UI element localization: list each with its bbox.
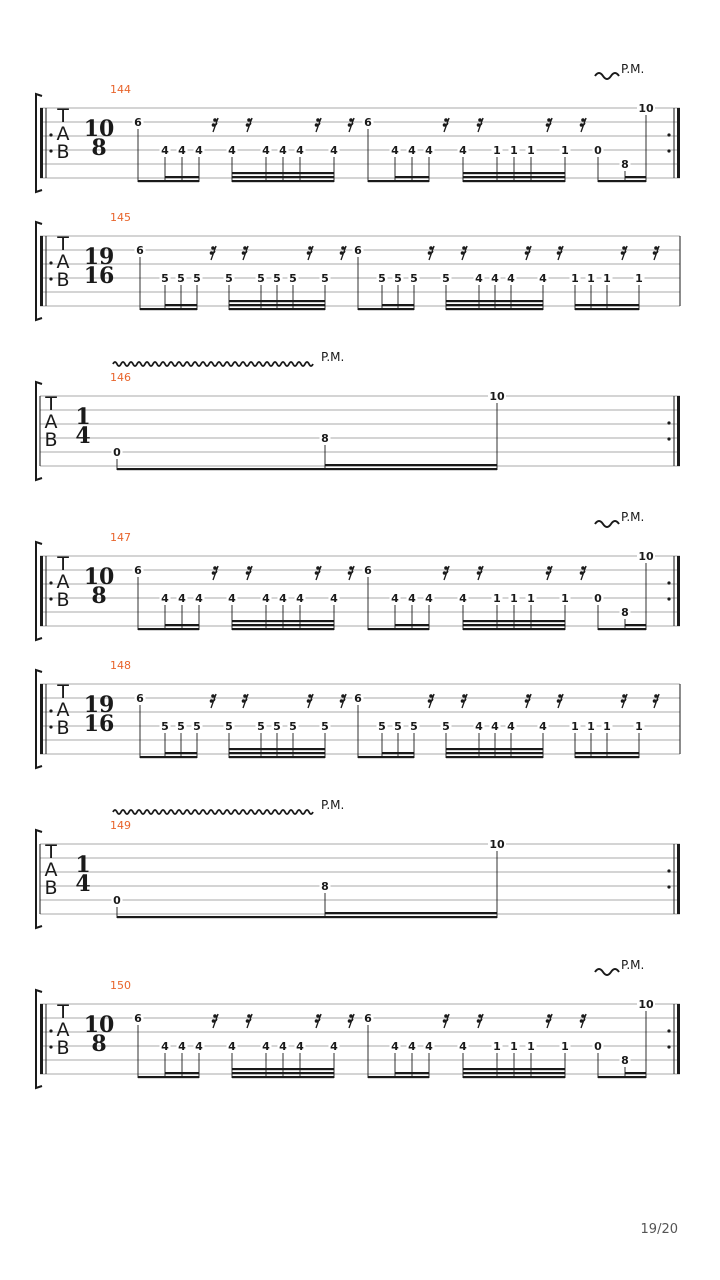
- tab-clef-letter: B: [56, 717, 70, 739]
- fret-number: 5: [177, 720, 185, 733]
- vibrato-line: [595, 969, 619, 975]
- note-beam: [140, 308, 197, 310]
- repeat-end-thick-bar: [677, 108, 680, 178]
- tab-clef-letter: B: [56, 141, 70, 163]
- fret-number: 1: [561, 144, 569, 157]
- fret-number: 8: [621, 1054, 629, 1067]
- repeat-dot: [667, 581, 670, 584]
- note-beam: [598, 180, 646, 182]
- repeat-start-thick-bar: [40, 236, 43, 306]
- time-signature-denominator: 16: [83, 711, 115, 737]
- fret-number: 1: [527, 1040, 535, 1053]
- fret-number: 4: [262, 592, 270, 605]
- note-beam: [382, 752, 414, 754]
- time-signature-denominator: 8: [91, 1031, 107, 1057]
- fret-number: 4: [296, 592, 304, 605]
- fret-number: 5: [225, 272, 233, 285]
- tab-clef-letter: B: [44, 877, 58, 899]
- fret-number: 4: [408, 592, 416, 605]
- note-beam: [382, 304, 414, 306]
- fret-number: 5: [378, 720, 386, 733]
- fret-number: 0: [113, 446, 121, 459]
- note-beam: [463, 628, 565, 630]
- fret-number: 4: [491, 272, 499, 285]
- note-beam: [165, 176, 199, 178]
- fret-number: 4: [491, 720, 499, 733]
- repeat-dot: [49, 725, 52, 728]
- note-beam: [165, 624, 199, 626]
- fret-number: 4: [391, 144, 399, 157]
- note-beam: [463, 1072, 565, 1074]
- fret-number: 4: [296, 144, 304, 157]
- tab-clef-letter: T: [57, 1001, 69, 1023]
- repeat-end-thick-bar: [677, 844, 680, 914]
- measure-number: 150: [110, 979, 131, 992]
- note-beam: [625, 176, 646, 178]
- note-beam: [232, 1068, 334, 1070]
- measure-number: 149: [110, 819, 131, 832]
- fret-number: 5: [161, 272, 169, 285]
- tab-clef-letter: A: [56, 251, 70, 273]
- fret-number: 4: [262, 144, 270, 157]
- repeat-end-thick-bar: [677, 396, 680, 466]
- system-bracket: [36, 830, 42, 928]
- fret-number: 4: [391, 592, 399, 605]
- fret-number: 4: [228, 144, 236, 157]
- tab-clef-letter: T: [57, 105, 69, 127]
- repeat-start-thick-bar: [40, 1004, 43, 1074]
- fret-number: 10: [638, 550, 654, 563]
- fret-number: 1: [635, 720, 643, 733]
- fret-number: 6: [354, 244, 362, 257]
- tab-clef-letter: A: [44, 859, 58, 881]
- fret-number: 4: [391, 1040, 399, 1053]
- tab-clef-letter: T: [57, 233, 69, 255]
- time-signature-numerator: 19: [83, 692, 115, 718]
- fret-number: 6: [364, 116, 372, 129]
- fret-number: 1: [635, 272, 643, 285]
- tab-clef-letter: T: [57, 553, 69, 575]
- repeat-dot: [49, 1029, 52, 1032]
- note-beam: [229, 756, 325, 758]
- vibrato-line: [595, 521, 619, 527]
- repeat-dot: [49, 709, 52, 712]
- fret-number: 5: [225, 720, 233, 733]
- note-beam: [446, 308, 543, 310]
- fret-number: 1: [493, 592, 501, 605]
- tab-clef-letter: T: [45, 393, 57, 415]
- fret-number: 10: [489, 390, 505, 403]
- tab-clef-letter: B: [44, 429, 58, 451]
- fret-number: 1: [527, 144, 535, 157]
- fret-number: 6: [134, 116, 142, 129]
- fret-number: 5: [394, 272, 402, 285]
- fret-number: 5: [257, 272, 265, 285]
- fret-number: 1: [561, 1040, 569, 1053]
- fret-number: 4: [425, 592, 433, 605]
- note-beam: [446, 756, 543, 758]
- palm-mute-label: P.M.: [321, 798, 345, 812]
- fret-number: 4: [408, 1040, 416, 1053]
- measure-number: 147: [110, 531, 131, 544]
- fret-number: 1: [493, 1040, 501, 1053]
- note-beam: [463, 1076, 565, 1078]
- time-signature-denominator: 16: [83, 263, 115, 289]
- tab-clef-letter: B: [56, 1037, 70, 1059]
- page-number: 19/20: [640, 1222, 678, 1237]
- measure-number: 144: [110, 83, 131, 96]
- note-beam: [395, 624, 429, 626]
- note-beam: [165, 1072, 199, 1074]
- note-beam: [232, 1076, 334, 1078]
- tab-clef-letter: T: [45, 841, 57, 863]
- fret-number: 4: [195, 1040, 203, 1053]
- fret-number: 5: [193, 272, 201, 285]
- fret-number: 4: [330, 144, 338, 157]
- fret-number: 4: [296, 1040, 304, 1053]
- note-beam: [463, 624, 565, 626]
- fret-number: 0: [594, 144, 602, 157]
- fret-number: 1: [510, 1040, 518, 1053]
- fret-number: 1: [527, 592, 535, 605]
- note-beam: [395, 1072, 429, 1074]
- fret-number: 4: [161, 592, 169, 605]
- repeat-start-thick-bar: [40, 108, 43, 178]
- fret-number: 4: [459, 144, 467, 157]
- note-beam: [232, 180, 334, 182]
- vibrato-line: [113, 810, 313, 814]
- note-beam: [368, 628, 429, 630]
- fret-number: 1: [561, 592, 569, 605]
- note-beam: [575, 752, 639, 754]
- note-beam: [463, 620, 565, 622]
- fret-number: 4: [195, 144, 203, 157]
- fret-number: 5: [273, 272, 281, 285]
- note-beam: [232, 624, 334, 626]
- note-beam: [598, 1076, 646, 1078]
- fret-number: 1: [493, 144, 501, 157]
- note-beam: [117, 916, 497, 918]
- tab-clef-letter: B: [56, 269, 70, 291]
- system-bracket: [36, 382, 42, 480]
- repeat-dot: [667, 437, 670, 440]
- fret-number: 8: [621, 158, 629, 171]
- fret-number: 4: [228, 1040, 236, 1053]
- fret-number: 0: [594, 1040, 602, 1053]
- repeat-dot: [667, 885, 670, 888]
- note-beam: [138, 628, 199, 630]
- fret-number: 5: [257, 720, 265, 733]
- fret-number: 8: [621, 606, 629, 619]
- fret-number: 5: [321, 272, 329, 285]
- time-signature-numerator: 10: [83, 116, 115, 142]
- note-beam: [138, 180, 199, 182]
- time-signature-denominator: 8: [91, 135, 107, 161]
- note-beam: [598, 628, 646, 630]
- fret-number: 6: [364, 1012, 372, 1025]
- fret-number: 4: [459, 1040, 467, 1053]
- fret-number: 8: [321, 432, 329, 445]
- note-beam: [446, 300, 543, 302]
- fret-number: 6: [354, 692, 362, 705]
- fret-number: 1: [587, 272, 595, 285]
- fret-number: 5: [273, 720, 281, 733]
- fret-number: 4: [279, 144, 287, 157]
- note-beam: [229, 304, 325, 306]
- repeat-dot: [667, 1029, 670, 1032]
- vibrato-line: [113, 362, 313, 366]
- measure-number: 148: [110, 659, 131, 672]
- fret-number: 1: [587, 720, 595, 733]
- fret-number: 4: [408, 144, 416, 157]
- note-beam: [446, 748, 543, 750]
- note-beam: [229, 308, 325, 310]
- note-beam: [368, 180, 429, 182]
- fret-number: 1: [571, 272, 579, 285]
- repeat-dot: [667, 133, 670, 136]
- palm-mute-label: P.M.: [621, 62, 645, 76]
- repeat-dot: [49, 277, 52, 280]
- fret-number: 4: [178, 1040, 186, 1053]
- fret-number: 10: [638, 102, 654, 115]
- tab-clef-letter: A: [56, 123, 70, 145]
- fret-number: 4: [195, 592, 203, 605]
- time-signature-denominator: 4: [75, 871, 91, 897]
- fret-number: 5: [410, 272, 418, 285]
- fret-number: 5: [289, 720, 297, 733]
- note-beam: [368, 1076, 429, 1078]
- fret-number: 1: [603, 272, 611, 285]
- repeat-dot: [49, 149, 52, 152]
- note-beam: [325, 912, 497, 914]
- fret-number: 4: [262, 1040, 270, 1053]
- fret-number: 4: [539, 720, 547, 733]
- tab-clef-letter: T: [57, 681, 69, 703]
- measure-number: 146: [110, 371, 131, 384]
- repeat-start-thick-bar: [40, 556, 43, 626]
- fret-number: 1: [571, 720, 579, 733]
- repeat-end-thick-bar: [677, 1004, 680, 1074]
- repeat-dot: [49, 581, 52, 584]
- fret-number: 4: [330, 592, 338, 605]
- repeat-end-thick-bar: [677, 556, 680, 626]
- fret-number: 5: [177, 272, 185, 285]
- fret-number: 4: [161, 1040, 169, 1053]
- fret-number: 5: [161, 720, 169, 733]
- fret-number: 4: [161, 144, 169, 157]
- fret-number: 4: [507, 272, 515, 285]
- fret-number: 4: [459, 592, 467, 605]
- fret-number: 5: [442, 272, 450, 285]
- note-beam: [229, 300, 325, 302]
- time-signature-numerator: 10: [83, 564, 115, 590]
- palm-mute-label: P.M.: [321, 350, 345, 364]
- repeat-dot: [667, 1045, 670, 1048]
- fret-number: 4: [507, 720, 515, 733]
- note-beam: [463, 1068, 565, 1070]
- note-beam: [358, 756, 414, 758]
- fret-number: 4: [279, 1040, 287, 1053]
- fret-number: 4: [228, 592, 236, 605]
- fret-number: 4: [178, 144, 186, 157]
- note-beam: [625, 1072, 646, 1074]
- tab-clef-letter: A: [56, 1019, 70, 1041]
- repeat-dot: [49, 1045, 52, 1048]
- note-beam: [232, 176, 334, 178]
- time-signature-numerator: 1: [75, 852, 91, 878]
- note-beam: [325, 464, 497, 466]
- palm-mute-label: P.M.: [621, 510, 645, 524]
- time-signature-denominator: 8: [91, 583, 107, 609]
- fret-number: 1: [510, 144, 518, 157]
- repeat-dot: [49, 597, 52, 600]
- note-beam: [446, 304, 543, 306]
- fret-number: 5: [378, 272, 386, 285]
- time-signature-numerator: 19: [83, 244, 115, 270]
- note-beam: [232, 1072, 334, 1074]
- fret-number: 4: [178, 592, 186, 605]
- note-beam: [625, 624, 646, 626]
- repeat-dot: [49, 133, 52, 136]
- note-beam: [395, 176, 429, 178]
- fret-number: 6: [134, 1012, 142, 1025]
- time-signature-numerator: 1: [75, 404, 91, 430]
- note-beam: [575, 756, 639, 758]
- fret-number: 8: [321, 880, 329, 893]
- fret-number: 5: [394, 720, 402, 733]
- time-signature-numerator: 10: [83, 1012, 115, 1038]
- tab-clef-letter: A: [44, 411, 58, 433]
- fret-number: 4: [475, 720, 483, 733]
- note-beam: [138, 1076, 199, 1078]
- fret-number: 5: [410, 720, 418, 733]
- note-beam: [165, 752, 197, 754]
- note-beam: [575, 304, 639, 306]
- note-beam: [229, 752, 325, 754]
- note-beam: [232, 172, 334, 174]
- repeat-dot: [49, 261, 52, 264]
- tab-clef-letter: A: [56, 699, 70, 721]
- note-beam: [463, 172, 565, 174]
- tab-clef-letter: A: [56, 571, 70, 593]
- note-beam: [117, 468, 497, 470]
- note-beam: [463, 180, 565, 182]
- fret-number: 5: [289, 272, 297, 285]
- time-signature-denominator: 4: [75, 423, 91, 449]
- palm-mute-label: P.M.: [621, 958, 645, 972]
- fret-number: 4: [539, 272, 547, 285]
- fret-number: 4: [425, 144, 433, 157]
- note-beam: [165, 304, 197, 306]
- note-beam: [358, 308, 414, 310]
- fret-number: 5: [321, 720, 329, 733]
- fret-number: 6: [136, 244, 144, 257]
- note-beam: [232, 628, 334, 630]
- fret-number: 5: [442, 720, 450, 733]
- fret-number: 6: [134, 564, 142, 577]
- repeat-dot: [667, 597, 670, 600]
- note-beam: [575, 308, 639, 310]
- note-beam: [232, 620, 334, 622]
- vibrato-line: [595, 73, 619, 79]
- fret-number: 1: [510, 592, 518, 605]
- fret-number: 10: [489, 838, 505, 851]
- fret-number: 5: [193, 720, 201, 733]
- fret-number: 0: [594, 592, 602, 605]
- fret-number: 4: [425, 1040, 433, 1053]
- note-beam: [446, 752, 543, 754]
- repeat-start-thick-bar: [40, 684, 43, 754]
- repeat-dot: [667, 421, 670, 424]
- fret-number: 6: [136, 692, 144, 705]
- note-beam: [229, 748, 325, 750]
- fret-number: 0: [113, 894, 121, 907]
- fret-number: 1: [603, 720, 611, 733]
- repeat-dot: [667, 869, 670, 872]
- fret-number: 4: [330, 1040, 338, 1053]
- note-beam: [140, 756, 197, 758]
- tab-clef-letter: B: [56, 589, 70, 611]
- fret-number: 4: [475, 272, 483, 285]
- note-beam: [463, 176, 565, 178]
- measure-number: 145: [110, 211, 131, 224]
- fret-number: 6: [364, 564, 372, 577]
- fret-number: 4: [279, 592, 287, 605]
- fret-number: 10: [638, 998, 654, 1011]
- repeat-dot: [667, 149, 670, 152]
